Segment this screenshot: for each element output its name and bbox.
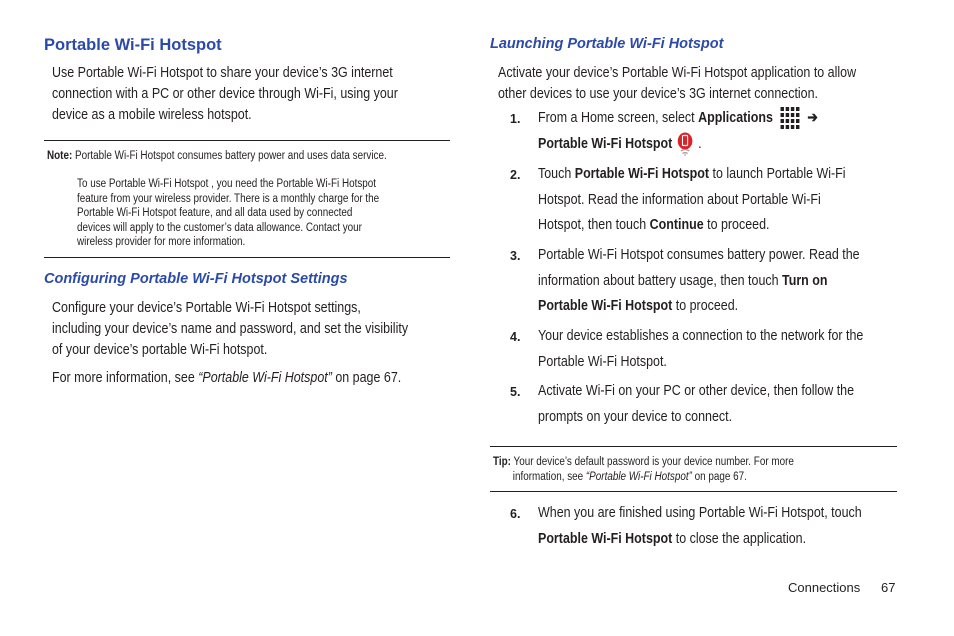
launch-subtitle: Launching Portable Wi-Fi Hotspot [490, 36, 724, 52]
note-top-rule [44, 140, 450, 141]
step-text: to launch Portable Wi-Fi [709, 166, 846, 182]
step-text: Hotspot, then touch [538, 217, 650, 233]
step-4 [538, 324, 863, 375]
applications-label: Applications [698, 110, 773, 126]
tip-text: information, see [512, 470, 586, 483]
step-1 [538, 106, 818, 132]
turn-on-label: Turn on [782, 272, 828, 289]
hotspot-app-label: Portable Wi-Fi Hotspot [538, 136, 673, 152]
note-bottom-rule [44, 257, 450, 258]
step-text: Portable Wi-Fi Hotspot. [538, 353, 667, 370]
step-text-end: . [698, 136, 702, 152]
note-detail-line: wireless provider for more information. [77, 236, 246, 248]
hotspot-app-label: Portable Wi-Fi Hotspot [538, 298, 673, 314]
intro-line: device as a mobile wireless hotspot. [52, 107, 252, 123]
wifi-hotspot-icon [677, 132, 692, 156]
tip-label: Tip: [493, 456, 511, 468]
more-info [52, 368, 401, 389]
cross-reference-link[interactable]: “Portable Wi-Fi Hotspot” [585, 470, 692, 483]
hotspot-app-label: Portable Wi-Fi Hotspot [538, 530, 673, 547]
note-detail-line: To use Portable Wi-Fi Hotspot , you need the Portable Wi-Fi Hotspot [77, 178, 377, 190]
intro-line: Use Portable Wi-Fi Hotspot to share your device’s 3G internet [52, 65, 393, 81]
step-text: From a Home screen, select [538, 110, 699, 126]
step-text: Portable Wi-Fi Hotspot consumes battery power. Read the [538, 247, 860, 263]
step-text: to proceed. [672, 298, 739, 314]
step-number: 6. [510, 507, 521, 521]
arrow-icon: ➔ [807, 110, 818, 126]
config-line: including your device’s name and password, and set the visibility [52, 321, 409, 337]
step-number: 2. [510, 168, 521, 182]
step-1-cont [538, 132, 702, 158]
note-detail [77, 177, 379, 250]
step-text: information about battery usage, then touch [538, 272, 783, 289]
note-detail-line: feature from your wireless provider. There is a monthly charge for the [77, 192, 380, 205]
page-number: 67 [881, 580, 896, 595]
config-line: of your device’s portable Wi-Fi hotspot. [52, 342, 268, 358]
launch-intro [498, 63, 856, 105]
launch-intro-line: other devices to use your device’s 3G internet connection. [498, 86, 819, 102]
tip-top-rule [490, 446, 897, 447]
step-number: 3. [510, 249, 521, 263]
step-3 [538, 243, 860, 320]
note-text: Portable Wi-Fi Hotspot consumes battery power and uses data service. [75, 150, 387, 162]
step-2 [538, 162, 846, 239]
note-detail-line: devices will apply to the customer’s data allowance. Contact your [77, 221, 362, 234]
page-title: Portable Wi-Fi Hotspot [44, 36, 222, 54]
note-label: Note: [47, 150, 73, 162]
step-text: prompts on your device to connect. [538, 408, 733, 425]
step-text: When you are finished using Portable Wi-Fi Hotspot, touch [538, 505, 862, 521]
cross-reference-link[interactable]: “Portable Wi-Fi Hotspot” [198, 370, 332, 386]
config-subtitle: Configuring Portable Wi-Fi Hotspot Settings [44, 271, 348, 287]
continue-label: Continue [649, 217, 704, 233]
tip-bottom-rule [490, 491, 897, 492]
hotspot-app-label: Portable Wi-Fi Hotspot [574, 166, 710, 182]
launch-intro-line: Activate your device’s Portable Wi-Fi Hotspot application to allow [498, 65, 857, 81]
step-number: 5. [510, 385, 521, 399]
step-6 [538, 501, 862, 552]
config-paragraph [52, 298, 408, 361]
applications-grid-icon [780, 106, 801, 130]
tip [493, 455, 794, 484]
tip-text: Your device’s default password is your device number. For more [513, 456, 794, 468]
step-text: Hotspot. Read the information about Portable Wi-Fi [538, 191, 821, 208]
intro-line: connection with a PC or other device through Wi-Fi, using your [52, 86, 398, 102]
note [47, 149, 387, 164]
step-number: 4. [510, 330, 521, 344]
step-text: Activate Wi-Fi on your PC or other device, then follow the [538, 383, 855, 399]
note-detail-line: Portable Wi-Fi Hotspot feature, and all data used by connected [77, 207, 353, 219]
step-number: 1. [510, 112, 521, 126]
tip-text: on page 67. [691, 470, 747, 483]
more-prefix: For more information, see [52, 370, 199, 386]
step-text: Your device establishes a connection to the network for the [538, 328, 864, 344]
step-text: to close the application. [672, 530, 807, 547]
step-text: to proceed. [703, 217, 770, 233]
intro-paragraph [52, 63, 398, 126]
step-text: Touch [538, 166, 575, 182]
footer-section: Connections [788, 580, 861, 595]
step-5 [538, 379, 854, 430]
more-suffix: on page 67. [331, 370, 402, 386]
config-line: Configure your device’s Portable Wi-Fi Hotspot settings, [52, 300, 361, 316]
